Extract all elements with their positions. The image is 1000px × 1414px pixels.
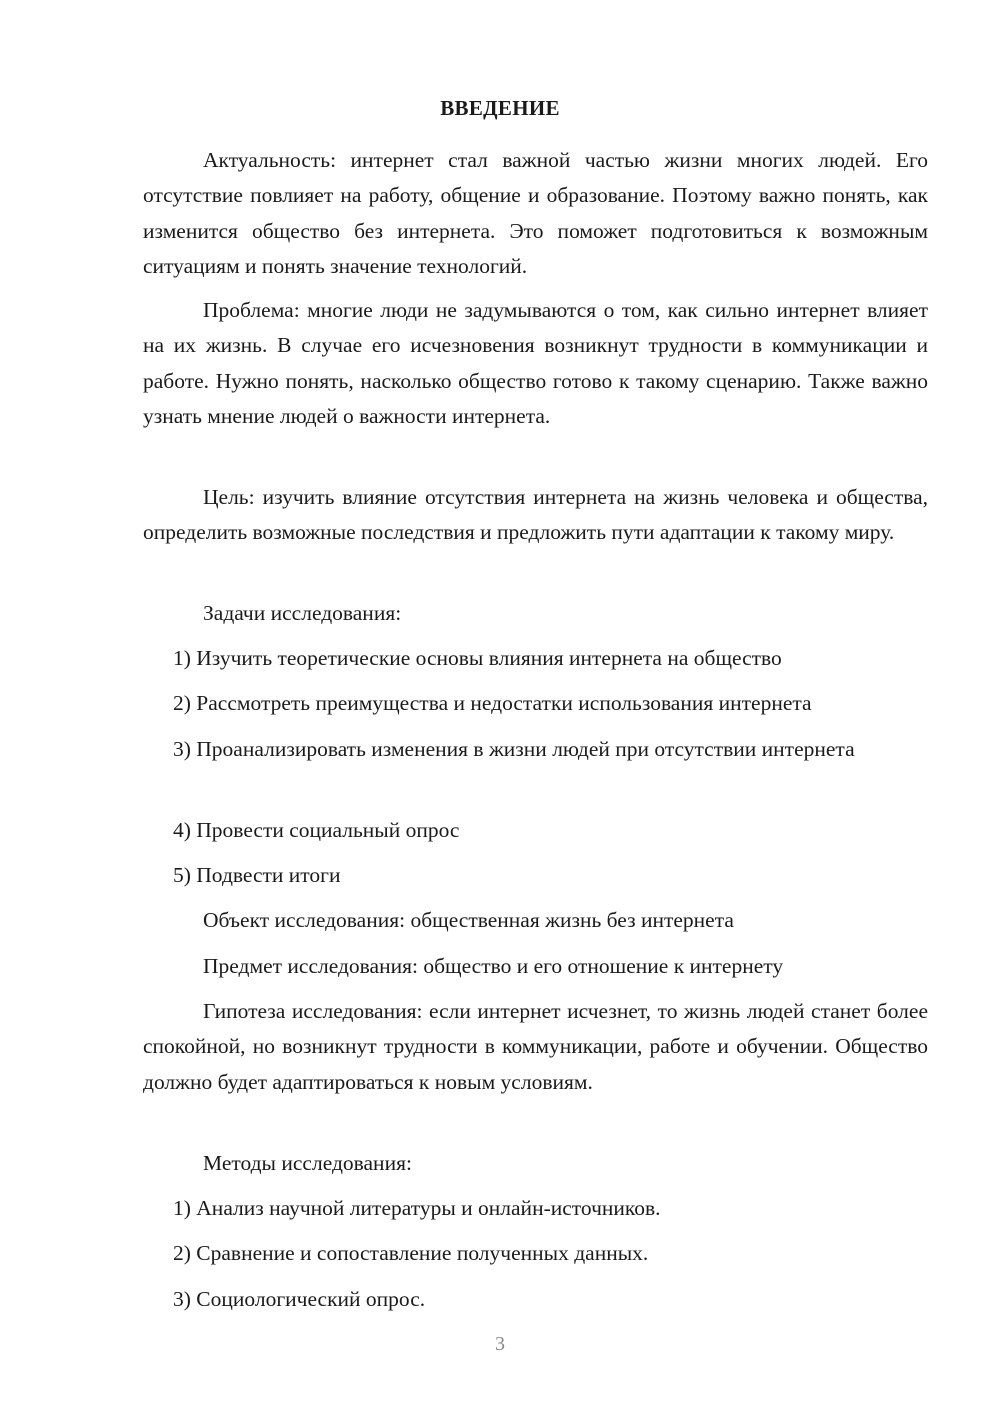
paragraph-relevance: Актуальность: интернет стал важной частью жизни многих людей. Его отсутствие повлияет на работу, общение и образование. Поэтому важно понять, как изменится общество без интернета. Это поможет подготовиться к возможным ситуациям и понять значение технологий. [143, 148, 928, 278]
paragraph-subject: Предмет исследования: общество и его отношение к интернету [203, 954, 784, 978]
method-item: 2) Сравнение и сопоставление полученных данных. [173, 1241, 649, 1265]
methods-heading: Методы исследования: [203, 1151, 412, 1175]
task-item: 4) Провести социальный опрос [173, 818, 460, 842]
tasks-heading: Задачи исследования: [203, 601, 402, 625]
task-item: 3) Проанализировать изменения в жизни людей при отсутствии интернета [173, 737, 855, 761]
paragraph-goal: Цель: изучить влияние отсутствия интернета на жизнь человека и общества, определить возможные последствия и предложить пути адаптации к такому миру. [143, 485, 928, 545]
page-number: 3 [495, 1333, 505, 1355]
paragraph-object: Объект исследования: общественная жизнь без интернета [203, 908, 734, 932]
page-title: ВВЕДЕНИЕ [440, 96, 560, 120]
paragraph-hypothesis: Гипотеза исследования: если интернет исчезнет, то жизнь людей станет более спокойной, но возникнут трудности в коммуникации, работе и обучении. Общество должно будет адаптироваться к новым условиям. [143, 999, 928, 1094]
paragraph-problem: Проблема: многие люди не задумываются о том, как сильно интернет влияет на их жизнь. В случае его исчезновения возникнут трудности в коммуникации и работе. Нужно понять, насколько общество готово к такому сценарию. Также важно узнать мнение людей о важности интернета. [143, 298, 928, 428]
task-item: 1) Изучить теоретические основы влияния интернета на общество [173, 646, 782, 670]
method-item: 1) Анализ научной литературы и онлайн-источников. [173, 1196, 661, 1220]
task-item: 5) Подвести итоги [173, 863, 341, 887]
task-item: 2) Рассмотреть преимущества и недостатки использования интернета [173, 691, 812, 715]
method-item: 3) Социологический опрос. [173, 1287, 426, 1311]
